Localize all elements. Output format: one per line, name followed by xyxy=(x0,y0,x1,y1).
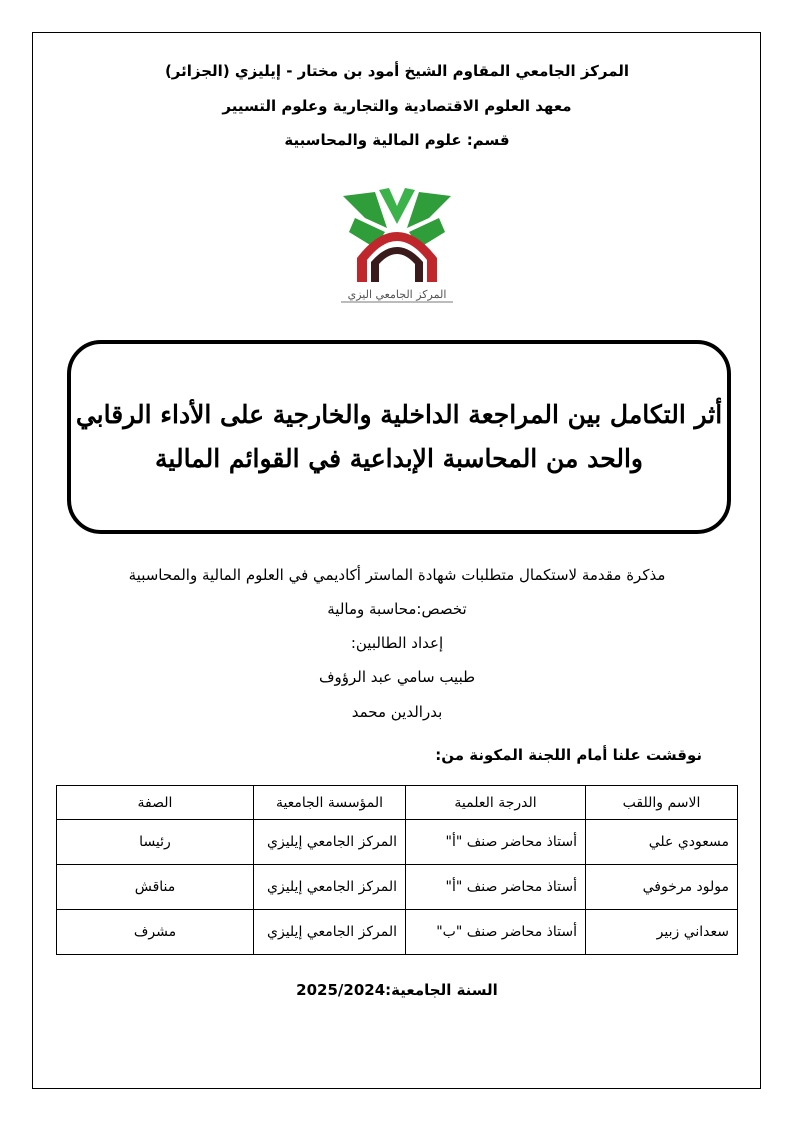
student-name-2: بدرالدين محمد xyxy=(351,703,443,721)
institute-name: معهد العلوم الاقتصادية والتجارية وعلوم التسيير xyxy=(222,97,572,115)
logo-caption: المركز الجامعي اليزي xyxy=(347,288,447,301)
thesis-purpose: مذكرة مقدمة لاستكمال متطلبات شهادة الماستر أكاديمي في العلوم المالية والمحاسبية xyxy=(128,566,666,584)
member-institution: المركز الجامعي إيليزي xyxy=(254,865,406,910)
member-name: سعداني زبير xyxy=(586,910,738,955)
committee-table xyxy=(56,785,738,955)
department-name: قسم: علوم المالية والمحاسبية xyxy=(284,131,510,149)
header-name: الاسم واللقب xyxy=(586,786,738,820)
table-row xyxy=(57,820,738,865)
committee-intro: نوقشت علنا أمام اللجنة المكونة من: xyxy=(435,746,702,764)
member-institution: المركز الجامعي إيليزي xyxy=(254,820,406,865)
thesis-title-box xyxy=(67,340,731,534)
university-logo xyxy=(335,188,459,310)
member-name: مسعودي علي xyxy=(586,820,738,865)
academic-year: السنة الجامعية:2025/2024 xyxy=(296,981,498,999)
thesis-title-line1: أثر التكامل بين المراجعة الداخلية والخارجية على الأداء الرقابي xyxy=(75,400,723,429)
table-row xyxy=(57,910,738,955)
header-rank: الدرجة العلمية xyxy=(406,786,586,820)
member-rank: أستاذ محاضر صنف "أ" xyxy=(406,820,586,865)
specialty: تخصص:محاسبة ومالية xyxy=(327,600,467,618)
student-name-1: طبيب سامي عبد الرؤوف xyxy=(318,668,476,686)
member-institution: المركز الجامعي إيليزي xyxy=(254,910,406,955)
header-role: الصفة xyxy=(57,786,254,820)
committee-header-row xyxy=(57,786,738,820)
member-name: مولود مرخوفي xyxy=(586,865,738,910)
member-rank: أستاذ محاضر صنف "ب" xyxy=(406,910,586,955)
prepared-by-label: إعداد الطالبين: xyxy=(350,634,444,652)
thesis-title-line2: والحد من المحاسبة الإبداعية في القوائم المالية xyxy=(155,444,643,473)
table-row xyxy=(57,865,738,910)
member-role: مناقش xyxy=(57,865,254,910)
member-role: مشرف xyxy=(57,910,254,955)
header-institution: المؤسسة الجامعية xyxy=(254,786,406,820)
university-name: المركز الجامعي المقاوم الشيخ أمود بن مختار - إيليزي (الجزائر) xyxy=(164,62,630,80)
member-rank: أستاذ محاضر صنف "أ" xyxy=(406,865,586,910)
member-role: رئيسا xyxy=(57,820,254,865)
